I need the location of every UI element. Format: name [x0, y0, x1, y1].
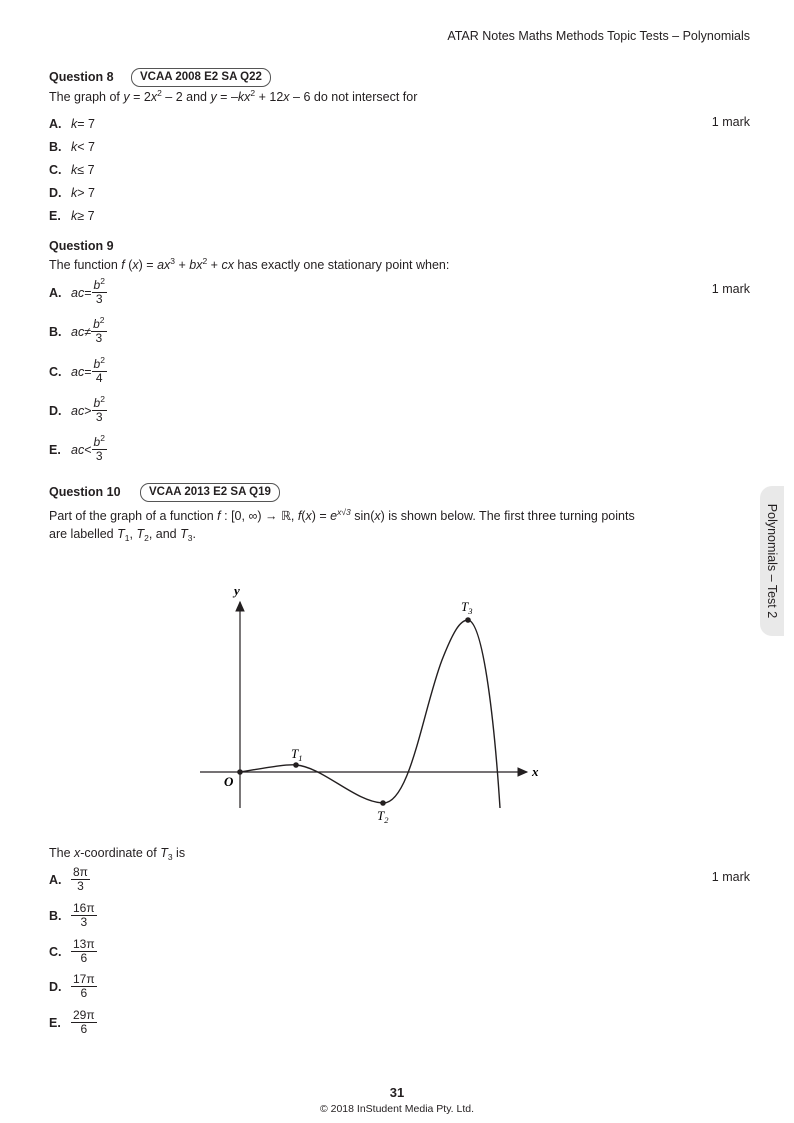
t3-label: $T_3$: [461, 599, 473, 616]
x-axis-label: x: [532, 764, 539, 779]
q10-option-e[interactable]: E. $\frac{29\pi}{6}$: [49, 1008, 95, 1036]
q8-option-b[interactable]: B. k < 7: [49, 140, 95, 154]
question-8-source-badge: VCAA 2008 E2 SA Q22: [131, 68, 271, 87]
t1-label: $T_1$: [291, 746, 303, 763]
q9-option-e[interactable]: E. ac < $\frac{b^2}{3}$: [49, 433, 105, 463]
side-tab-label: Polynomials – Test 2: [765, 503, 779, 619]
function-curve: [240, 620, 500, 808]
question-9-mark: 1 mark: [711, 282, 750, 296]
q9-option-a[interactable]: A. ac = $\frac{b^2}{3}$: [49, 276, 105, 306]
origin-point: [237, 769, 243, 775]
q10-option-d[interactable]: D. $\frac{17\pi}{6}$: [49, 972, 95, 1000]
q8-option-d[interactable]: D. k > 7: [49, 186, 95, 200]
turning-point-t2: [380, 800, 386, 806]
t2-label: $T_2$: [377, 808, 389, 825]
question-10-title: Question 10: [49, 485, 121, 499]
y-axis-label: y: [234, 583, 240, 598]
question-8-mark: 1 mark: [711, 115, 750, 129]
q10-option-c[interactable]: C. $\frac{13\pi}{6}$: [49, 937, 95, 965]
question-10-ask: The x-coordinate of $T_3$ is: [49, 846, 186, 862]
question-8-title: Question 8: [49, 70, 114, 84]
question-10-source-badge: VCAA 2013 E2 SA Q19: [140, 483, 280, 502]
question-9-stem: The function f $(x) = ax^3 + bx^2$ + cx has exactly one stationary point when:: [49, 256, 450, 272]
q9-option-d[interactable]: D. ac > $\frac{b^2}{3}$: [49, 394, 105, 424]
page-header: ATAR Notes Maths Methods Topic Tests – Polynomials: [447, 29, 750, 43]
turning-point-t3: [465, 617, 471, 623]
turning-point-t1: [293, 762, 299, 768]
question-10-stem-line-2: are labelled $T_1$, $T_2$, and $T_3$.: [49, 527, 196, 543]
function-graph: [195, 580, 555, 825]
question-8-stem: The graph of $y = 2x^2 - 2$ and $y = -kx^2 + 12x - 6$ do not intersect for: [49, 88, 418, 104]
q8-option-a[interactable]: A. k = 7: [49, 117, 95, 131]
question-10-stem-line-1: Part of the graph of a function f : [0, ∞) → ℝ, $f(x) = e^{x√3}$ sin(x) is shown below. The first three turning points: [49, 507, 635, 523]
q10-option-a[interactable]: A. $\frac{8\pi}{3}$: [49, 865, 88, 893]
question-10-mark: 1 mark: [711, 870, 750, 884]
question-9-title: Question 9: [49, 239, 114, 253]
q10-option-b[interactable]: B. $\frac{16\pi}{3}$: [49, 901, 95, 929]
q9-option-b[interactable]: B. ac ≠ $\frac{b^2}{3}$: [49, 315, 105, 345]
q8-option-e[interactable]: E. k ≥ 7: [49, 209, 95, 223]
q8-option-c[interactable]: C. k ≤ 7: [49, 163, 95, 177]
origin-label: O: [224, 774, 234, 789]
section-side-tab: [760, 486, 784, 636]
copyright: © 2018 InStudent Media Pty. Ltd.: [319, 1103, 475, 1115]
q9-option-c[interactable]: C. ac = $\frac{b^2}{4}$: [49, 355, 105, 385]
page-number: 31: [389, 1085, 405, 1100]
